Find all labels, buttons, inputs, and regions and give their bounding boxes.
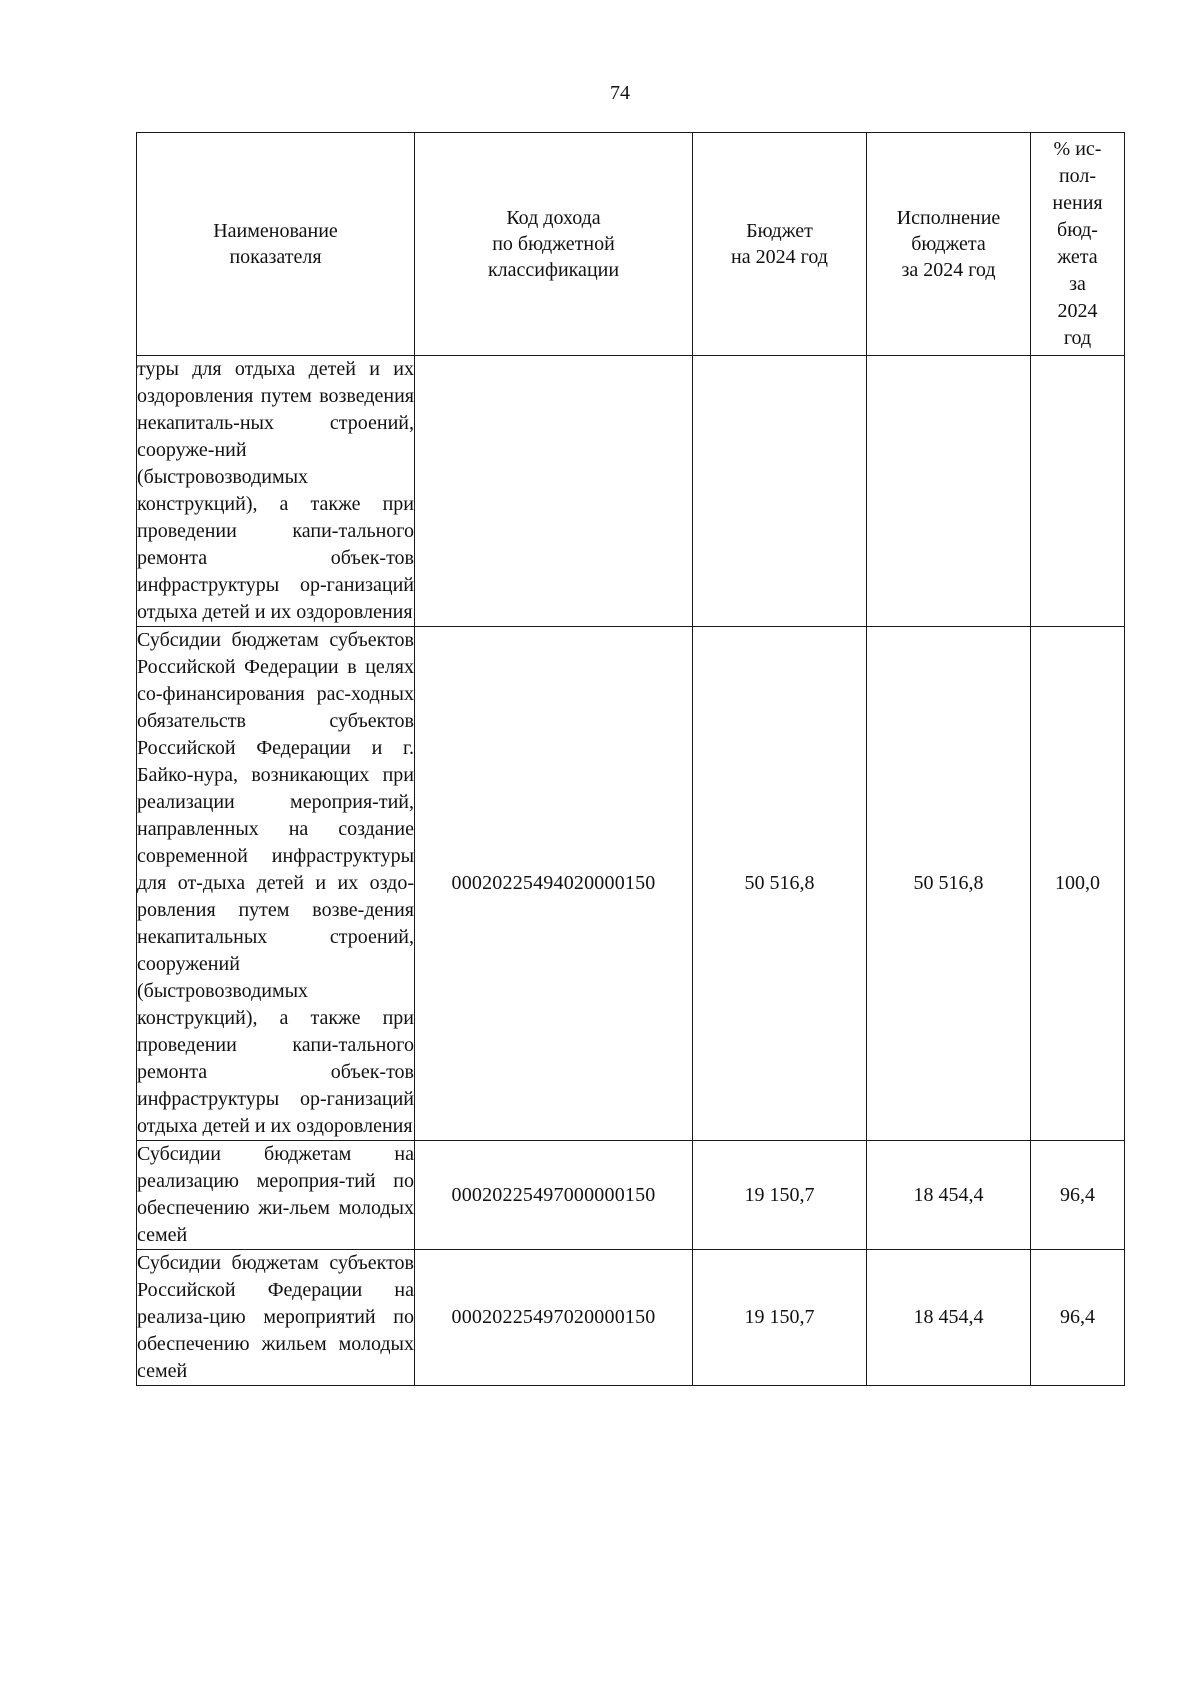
execution-cell: 18 454,4 <box>867 1250 1031 1386</box>
budget-cell <box>693 356 867 627</box>
income-code-cell: 00020225497020000150 <box>415 1250 693 1386</box>
page-number: 74 <box>610 82 630 104</box>
income-code-cell <box>415 356 693 627</box>
indicator-name-cell: туры для отдыха детей и их оздоровления путем возведения некапиталь-ных строений, сооруже-ний (быстровозводимых конструкций), а также при проведении капи-тального ремонта объек-тов инфраструктуры ор-ганизаций отдыха детей и их оздоровления <box>137 356 415 627</box>
budget-execution-table <box>136 132 1125 1386</box>
indicator-name-cell: Субсидии бюджетам субъектов Российской Федерации в целях со-финансирования рас-ходных обязательств субъектов Российской Федерации и г. Байко-нура, возникающих при реализации мероприя-тий, направленных на создание современной инфраструктуры для от-дыха детей и их оздо-ровления путем возве-дения некапитальных строений, сооружений (быстровозводимых конструкций), а также при проведении капи-тального ремонта объек-тов инфраструктуры ор-ганизаций отдыха детей и их оздоровления <box>137 627 415 1141</box>
income-code-cell: 00020225494020000150 <box>415 627 693 1141</box>
table-header-row <box>137 133 1125 356</box>
percent-cell: 96,4 <box>1031 1250 1125 1386</box>
execution-cell: 50 516,8 <box>867 627 1031 1141</box>
table-row <box>137 1250 1125 1386</box>
execution-cell: 18 454,4 <box>867 1141 1031 1250</box>
percent-cell <box>1031 356 1125 627</box>
header-indicator-name: Наименование показателя <box>137 133 415 356</box>
budget-cell: 19 150,7 <box>693 1250 867 1386</box>
table-row <box>137 1141 1125 1250</box>
table-row <box>137 627 1125 1141</box>
percent-cell: 96,4 <box>1031 1141 1125 1250</box>
header-execution-percent: % ис- пол- нения бюд- жета за 2024 год <box>1031 133 1125 356</box>
header-income-code: Код дохода по бюджетной классификации <box>415 133 693 356</box>
income-code-cell: 00020225497000000150 <box>415 1141 693 1250</box>
header-execution-2024: Исполнение бюджета за 2024 год <box>867 133 1031 356</box>
budget-cell: 19 150,7 <box>693 1141 867 1250</box>
indicator-name-cell: Субсидии бюджетам субъектов Российской Федерации на реализа-цию мероприятий по обеспечению жильем молодых семей <box>137 1250 415 1386</box>
execution-cell <box>867 356 1031 627</box>
table-row <box>137 356 1125 627</box>
header-budget-2024: Бюджет на 2024 год <box>693 133 867 356</box>
indicator-name-cell: Субсидии бюджетам на реализацию мероприя-тий по обеспечению жи-льем молодых семей <box>137 1141 415 1250</box>
percent-cell: 100,0 <box>1031 627 1125 1141</box>
budget-cell: 50 516,8 <box>693 627 867 1141</box>
